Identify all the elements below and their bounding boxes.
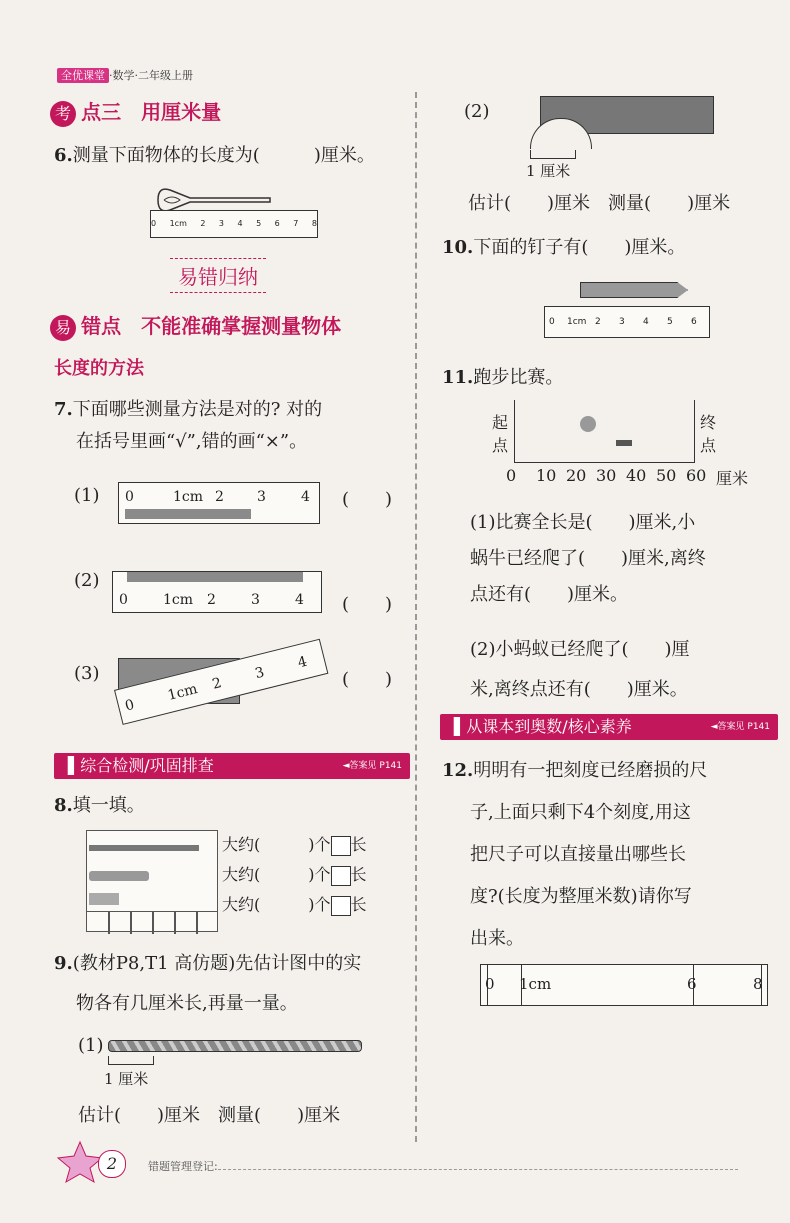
axis-label: 40 [626, 466, 647, 485]
page-header [57, 64, 193, 83]
tick-label: 0 [485, 975, 495, 993]
q8-suffix: 长 [350, 865, 367, 884]
q7-line2: 在括号里画“√”,错的画“×”。 [76, 431, 308, 452]
tick-label: 5 [256, 219, 262, 228]
q7-item-1 [74, 480, 414, 530]
q8-row [222, 830, 367, 860]
question-11 [442, 362, 563, 394]
q11-sub2 [470, 630, 690, 710]
mistake-title [50, 310, 341, 341]
q8-row [222, 890, 367, 920]
tick-label: 3 [218, 219, 225, 228]
tick-label: 2 [200, 219, 206, 228]
q7-item-label: (1) [74, 485, 100, 506]
tick-label: 4 [295, 592, 304, 608]
q7-item-label: (2) [74, 570, 100, 591]
q12-number: 12. [442, 760, 474, 781]
tick-label: 4 [296, 653, 309, 672]
mistake-subtitle: 长度的方法 [54, 358, 144, 379]
nail-icon [580, 282, 688, 298]
unit-marker [108, 1056, 154, 1065]
q8-row [222, 860, 367, 890]
axis-label: 50 [656, 466, 677, 485]
banner-olympiad-title: ▌从课本到奥数/核心素养 [454, 717, 632, 736]
measured-bar [127, 572, 303, 582]
tick-label: 1cm [567, 317, 587, 327]
tick-label: 2 [215, 489, 224, 505]
header-subject: ·数学·二年级上册 [109, 69, 193, 82]
q10-text[interactable]: 下面的钉子有( )厘米。 [473, 237, 686, 258]
question-10 [442, 232, 685, 264]
q9-part2-label: (2) [464, 101, 490, 122]
q12-line: 明明有一把刻度已经磨损的尺 [473, 760, 708, 781]
q8-blank[interactable]: 大约( )个 [222, 835, 331, 854]
banner-olympiad [440, 714, 778, 740]
tick-label: 0 [125, 489, 134, 505]
section-heading [50, 96, 221, 127]
answer-reference: ◄答案见 P141 [710, 722, 770, 732]
tick-label: 1cm [166, 681, 200, 704]
tick-label: 1cm [169, 219, 187, 228]
tick-label: 3 [253, 664, 267, 683]
sharpener-icon [89, 893, 119, 905]
pen-icon [89, 871, 149, 881]
section-badge: 考 [50, 101, 76, 127]
axis-label: 20 [566, 466, 587, 485]
tick-label: 0 [123, 696, 136, 715]
tick-label: 0 [549, 317, 555, 327]
axis-label: 30 [596, 466, 617, 485]
ruler-1 [118, 482, 320, 524]
q11-sub1 [470, 505, 706, 613]
tick-label: 5 [667, 317, 673, 327]
rope-icon [108, 1040, 362, 1052]
q9-part1-label: (1) [78, 1035, 104, 1056]
q8-suffix: 长 [350, 895, 367, 914]
tick-label: 7 [293, 219, 299, 228]
measured-bar [125, 509, 251, 519]
q11-sub2-line[interactable]: 米,离终点还有( )厘米。 [470, 679, 688, 700]
star-icon [56, 1140, 104, 1184]
q11-sub1-line[interactable]: (1)比赛全长是( )厘米,小 [470, 512, 696, 533]
column-divider [415, 92, 417, 1142]
tick-label: 1cm [519, 975, 552, 993]
tick-label: 0 [151, 219, 157, 228]
race-track [470, 400, 760, 490]
q7-answer-paren[interactable]: ( ) [342, 669, 393, 690]
q11-number: 11. [442, 367, 474, 388]
q7-item-3 [74, 650, 414, 740]
q10-number: 10. [442, 237, 474, 258]
axis-label: 10 [536, 466, 557, 485]
page-number-badge [56, 1140, 126, 1184]
question-9 [54, 948, 361, 1020]
ruler-2 [112, 571, 322, 613]
tick-label: 3 [251, 592, 260, 608]
q6-ruler [150, 210, 318, 238]
tick-label: 4 [301, 489, 310, 505]
track-axis [514, 462, 695, 463]
question-7 [54, 394, 322, 458]
q12-line: 把尺子可以直接量出哪些长 [470, 844, 686, 865]
q12-line: 出来。 [470, 928, 524, 949]
q6-text: 测量下面物体的长度为( )厘米。 [72, 145, 375, 166]
brush-icon [89, 845, 199, 851]
tick-label: 0 [119, 592, 128, 608]
tick-label: 2 [207, 592, 216, 608]
tick-label: 3 [257, 489, 266, 505]
tick-label: 4 [643, 317, 649, 327]
q10-ruler [544, 306, 710, 338]
tick-label: 1cm [173, 489, 204, 505]
q6-number: 6. [54, 145, 73, 166]
start-line [514, 400, 515, 462]
q9-line2: 物各有几厘米长,再量一量。 [76, 993, 298, 1014]
q9-estimate-2[interactable]: 估计( )厘米 测量( )厘米 [468, 193, 731, 214]
snail-icon [580, 416, 596, 432]
tick-label: 3 [619, 317, 625, 327]
q9-unit2-label: 1 厘米 [526, 162, 571, 180]
ruler-3 [114, 639, 328, 725]
q7-answer-paren[interactable]: ( ) [342, 594, 393, 615]
q7-number: 7. [54, 399, 73, 420]
error-log-label: 错题管理登记: [148, 1158, 738, 1174]
tick-label: 6 [691, 317, 697, 327]
answer-reference: ◄答案见 P141 [342, 761, 402, 771]
q9-unit-label: 1 厘米 [104, 1070, 149, 1088]
tick-label: 6 [687, 975, 697, 993]
worn-ruler [480, 964, 768, 1006]
q8-figure [86, 830, 218, 932]
q9-estimate[interactable]: 估计( )厘米 测量( )厘米 [78, 1105, 341, 1126]
tick-label: 1cm [163, 592, 194, 608]
axis-label: 0 [506, 466, 517, 485]
unit-grid [87, 911, 217, 932]
start-label: 起 点 [492, 413, 509, 455]
unit-box[interactable] [331, 836, 351, 856]
unit-marker [530, 150, 576, 159]
q9-number: 9. [54, 953, 73, 974]
q12-line: 度?(长度为整厘米数)请你写 [470, 886, 692, 907]
q8-blank[interactable]: 大约( )个 [222, 895, 331, 914]
q11-text: 跑步比赛。 [473, 367, 564, 388]
q11-sub2-line[interactable]: (2)小蚂蚁已经爬了( )厘 [470, 639, 690, 660]
section-title: 点三 用厘米量 [81, 100, 222, 124]
question-6 [54, 140, 375, 172]
header-tag: 全优课堂 [57, 68, 109, 83]
q12-line: 子,上面只剩下4个刻度,用这 [470, 802, 691, 823]
tick-label: 6 [274, 219, 280, 228]
q8-blank[interactable]: 大约( )个 [222, 865, 331, 884]
mistake-badge: 易 [50, 315, 76, 341]
q8-suffix: 长 [350, 835, 367, 854]
axis-label: 60 [686, 466, 707, 485]
unit-box[interactable] [331, 866, 351, 886]
q8-number: 8. [54, 795, 73, 816]
q11-sub1-line[interactable]: 点还有( )厘米。 [470, 584, 629, 605]
q8-rows [222, 830, 367, 920]
q7-line1: 下面哪些测量方法是对的? 对的 [72, 399, 323, 420]
tick-label: 2 [210, 675, 224, 693]
axis-unit: 厘米 [716, 469, 749, 488]
finish-line [694, 400, 695, 462]
mistake-heading: 易错归纳 [170, 258, 266, 293]
banner-review [54, 753, 410, 779]
page-number: 2 [98, 1150, 126, 1178]
q7-item-label: (3) [74, 663, 100, 684]
question-12 [442, 750, 707, 960]
tick-label: 2 [595, 317, 601, 327]
q11-sub1-line[interactable]: 蜗牛已经爬了( )厘米,离终 [470, 548, 706, 569]
q7-item-2 [74, 565, 414, 615]
ant-icon [616, 440, 632, 446]
mistake-title-text: 错点 不能准确掌握测量物体 [81, 314, 342, 338]
tick-label: 8 [311, 219, 317, 228]
tick-label: 4 [237, 219, 243, 228]
bleed-through-text [450, 160, 456, 181]
q8-text: 填一填。 [72, 795, 145, 816]
banner-review-title: ▌综合检测/巩固排查 [68, 756, 214, 775]
question-8 [54, 790, 145, 822]
unit-box[interactable] [331, 896, 351, 916]
q7-answer-paren[interactable]: ( ) [342, 489, 393, 510]
track-axis-labels [506, 466, 766, 489]
finish-label: 终 点 [700, 413, 717, 455]
q6-ruler-labels [151, 219, 317, 228]
tick-label: 8 [753, 975, 763, 993]
q9-line1: (教材P8,T1 高仿题)先估计图中的实 [72, 953, 362, 974]
